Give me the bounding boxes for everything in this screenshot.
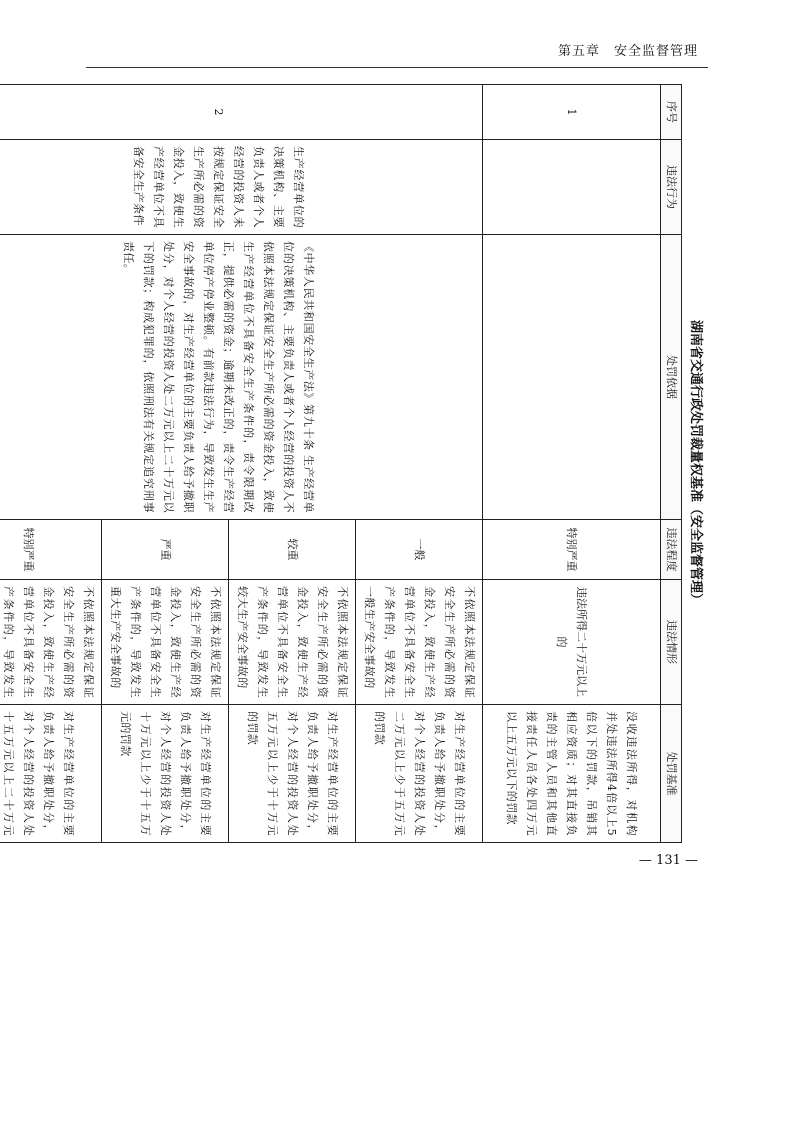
act-cell	[483, 140, 661, 235]
standard-cell: 没收违法所得，对机构并处违法所得4倍以上5倍以下的罚款，吊销其相应资质；对其直接负责的主管人员和其他直接责任人员各处四万元以上五万元以下的罚款	[483, 705, 661, 843]
page-number: — 131 —	[638, 853, 698, 868]
col-standard: 处罚基准	[661, 705, 682, 843]
circumstance-cell: 不依照本法规定保证安全生产所必需的资金投入，致使生产经营单位不具备安全生产条件的，导致发生	[0, 580, 102, 705]
degree-cell: 一般	[356, 520, 483, 580]
act-cell: 生产经营单位的决策机构、主要负责人或者个人经营的投资人未按规定保证安全生产所必需的资金投入，致使生产经营单位不具备安全生产条件	[0, 140, 483, 235]
basis-cell	[483, 235, 661, 520]
table-caption: 湖南省交通行政处罚裁量权基准（安全监督管理）	[688, 319, 703, 606]
row-number: 2	[0, 85, 483, 140]
col-basis: 处罚依据	[661, 235, 682, 520]
table-row	[483, 85, 661, 843]
standard-cell: 对生产经营单位的主要负责人给予撤职处分，对个人经营的投资人处二万元以上少于五万元的罚款	[356, 705, 483, 843]
circumstance-cell: 违法所得二十万元以上的	[483, 580, 661, 705]
standard-cell: 对生产经营单位的主要负责人给予撤职处分，对个人经营的投资人处五万元以上少于十万元的罚款	[229, 705, 356, 843]
chapter-header: 第五章 安全监督管理	[557, 44, 698, 59]
standard-cell: 对生产经营单位的主要负责人给予撤职处分，对个人经营的投资人处十五万元以上二十万元	[0, 705, 102, 843]
degree-cell: 特别严重	[483, 520, 661, 580]
circumstance-cell: 不依照本法规定保证安全生产所必需的资金投入，致使生产经营单位不具备安全生产条件的，导致发生重大生产安全事故的	[102, 580, 229, 705]
degree-cell: 较重	[229, 520, 356, 580]
row-number: 1	[483, 85, 661, 140]
table-canvas	[2, 84, 708, 842]
header-rule	[86, 67, 708, 68]
circumstance-cell: 不依照本法规定保证安全生产所必需的资金投入，致使生产经营单位不具备安全生产条件的，导致发生较大生产安全事故的	[229, 580, 356, 705]
table-row	[356, 85, 483, 843]
standard-cell: 对生产经营单位的主要负责人给予撤职处分，对个人经营的投资人处十万元以上少于十五万元的罚款	[102, 705, 229, 843]
degree-cell: 严重	[102, 520, 229, 580]
col-act: 违法行为	[661, 140, 682, 235]
degree-cell: 特别严重	[0, 520, 102, 580]
circumstance-cell: 不依照本法规定保证安全生产所必需的资金投入，致使生产经营单位不具备安全生产条件的，导致发生一般生产安全事故的	[356, 580, 483, 705]
col-no: 序号	[661, 85, 682, 140]
penalty-table	[0, 84, 682, 843]
col-circ: 违法情形	[661, 580, 682, 705]
col-degree: 违法程度	[661, 520, 682, 580]
rotated-table-region	[2, 84, 708, 842]
header-row	[661, 85, 682, 843]
basis-cell: 《中华人民共和国安全生产法》第九十条 生产经营单位的决策机构、主要负责人或者个人经营的投资人不依照本法规定保证安全生产所必需的资金投入，致使生产经营单位不具备安全生产条件的，责令限期改正，提供必需的资金；逾期未改正的，责令生产经营单位停产停业整顿。有前款违法行为，导致发生生产安全事故的，对生产经营单位的主要负责人给予撤职处分，对个人经营的投资人处二万元以上二十万元以下的罚款；构成犯罪的，依照刑法有关规定追究刑事责任。	[0, 235, 483, 520]
